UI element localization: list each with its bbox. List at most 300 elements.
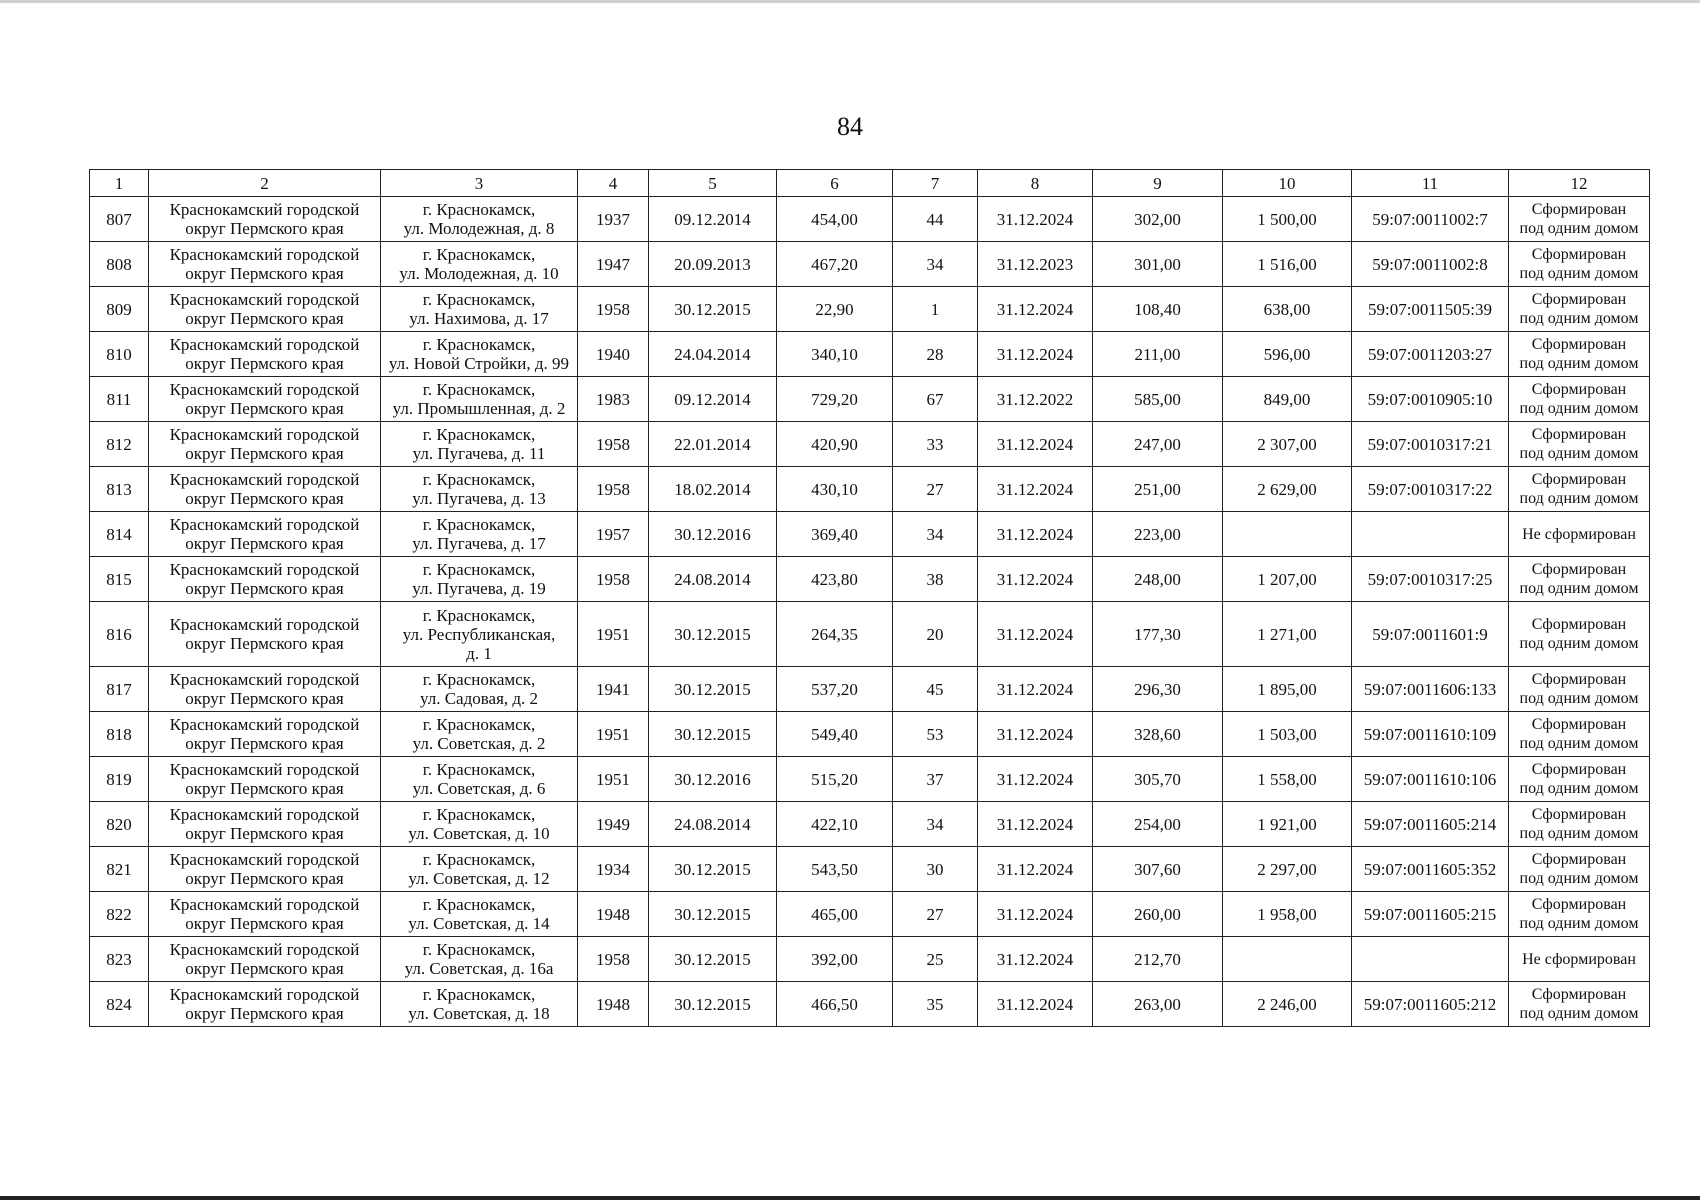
land-area-cell: 2 629,00 — [1223, 467, 1352, 512]
date-cell: 24.08.2014 — [649, 557, 777, 602]
address-cell — [381, 802, 578, 847]
address-line: г. Краснокамск, — [422, 470, 536, 489]
build-year-cell: 1948 — [578, 982, 649, 1027]
address-cell — [381, 287, 578, 332]
area-cell: 422,10 — [777, 802, 893, 847]
table-row — [90, 197, 1650, 242]
address-line: г. Краснокамск, — [422, 895, 536, 914]
municipality-line: округ Пермского края — [185, 309, 344, 328]
status-line: под одним домом — [1519, 735, 1639, 752]
municipality-line: округ Пермского края — [185, 534, 344, 553]
table-row — [90, 602, 1650, 667]
deadline-cell: 31.12.2024 — [978, 757, 1093, 802]
address-line: ул. Республиканская, — [402, 624, 556, 644]
address-line: ул. Промышленная, д. 2 — [392, 399, 566, 418]
status-cell — [1509, 667, 1650, 712]
status-cell — [1509, 422, 1650, 467]
living-area-cell: 260,00 — [1093, 892, 1223, 937]
build-year-cell: 1958 — [578, 422, 649, 467]
area-cell: 340,10 — [777, 332, 893, 377]
living-area-cell: 212,70 — [1093, 937, 1223, 982]
row-number-cell: 809 — [90, 287, 149, 332]
date-cell: 30.12.2015 — [649, 892, 777, 937]
address-line: г. Краснокамск, — [422, 940, 536, 959]
municipality-line: Краснокамский городской — [169, 560, 360, 579]
status-cell — [1509, 982, 1650, 1027]
column-header: 10 — [1223, 170, 1352, 197]
municipality-line: округ Пермского края — [185, 489, 344, 508]
housing-register-table — [89, 169, 1650, 1027]
count-cell: 35 — [893, 982, 978, 1027]
cadastral-number-cell: 59:07:0010317:25 — [1352, 557, 1509, 602]
address-line: ул. Пугачева, д. 17 — [412, 534, 546, 553]
date-cell: 30.12.2015 — [649, 937, 777, 982]
municipality-line: округ Пермского края — [185, 779, 344, 798]
table-row — [90, 667, 1650, 712]
count-cell: 67 — [893, 377, 978, 422]
municipality-line: округ Пермского края — [185, 869, 344, 888]
municipality-line: Краснокамский городской — [169, 200, 360, 219]
status-cell — [1509, 847, 1650, 892]
living-area-cell: 247,00 — [1093, 422, 1223, 467]
date-cell: 30.12.2016 — [649, 512, 777, 557]
status-line: под одним домом — [1519, 220, 1639, 237]
land-area-cell: 2 297,00 — [1223, 847, 1352, 892]
land-area-cell: 1 958,00 — [1223, 892, 1352, 937]
row-number-cell: 816 — [90, 602, 149, 667]
row-number-cell: 822 — [90, 892, 149, 937]
municipality-line: Краснокамский городской — [169, 290, 360, 309]
status-cell — [1509, 602, 1650, 667]
row-number-cell: 810 — [90, 332, 149, 377]
municipality-line: Краснокамский городской — [169, 805, 360, 824]
count-cell: 27 — [893, 892, 978, 937]
row-number-cell: 823 — [90, 937, 149, 982]
status-cell — [1509, 802, 1650, 847]
municipality-line: округ Пермского края — [185, 824, 344, 843]
deadline-cell: 31.12.2024 — [978, 667, 1093, 712]
living-area-cell: 302,00 — [1093, 197, 1223, 242]
build-year-cell: 1934 — [578, 847, 649, 892]
status-line: под одним домом — [1519, 355, 1639, 372]
count-cell: 44 — [893, 197, 978, 242]
land-area-cell: 1 503,00 — [1223, 712, 1352, 757]
municipality-cell — [149, 512, 381, 557]
date-cell: 24.08.2014 — [649, 802, 777, 847]
table-row — [90, 847, 1650, 892]
living-area-cell: 108,40 — [1093, 287, 1223, 332]
build-year-cell: 1958 — [578, 557, 649, 602]
municipality-line: округ Пермского края — [185, 914, 344, 933]
municipality-line: Краснокамский городской — [169, 850, 360, 869]
address-line: ул. Пугачева, д. 19 — [412, 579, 546, 598]
column-header: 9 — [1093, 170, 1223, 197]
build-year-cell: 1951 — [578, 757, 649, 802]
table-row — [90, 712, 1650, 757]
municipality-cell — [149, 847, 381, 892]
status-cell — [1509, 197, 1650, 242]
address-line: ул. Пугачева, д. 11 — [412, 444, 546, 463]
address-line: г. Краснокамск, — [422, 560, 536, 579]
land-area-cell: 1 895,00 — [1223, 667, 1352, 712]
status-cell — [1509, 937, 1650, 982]
row-number-cell: 817 — [90, 667, 149, 712]
address-cell — [381, 512, 578, 557]
status-line: Сформирован — [1531, 471, 1627, 488]
deadline-cell: 31.12.2024 — [978, 287, 1093, 332]
municipality-line: Краснокамский городской — [169, 715, 360, 734]
count-cell: 30 — [893, 847, 978, 892]
area-cell: 515,20 — [777, 757, 893, 802]
count-cell: 1 — [893, 287, 978, 332]
table-row — [90, 757, 1650, 802]
municipality-line: округ Пермского края — [185, 444, 344, 463]
municipality-line: Краснокамский городской — [169, 985, 360, 1004]
table-row — [90, 512, 1650, 557]
deadline-cell: 31.12.2024 — [978, 847, 1093, 892]
status-line: под одним домом — [1519, 1005, 1639, 1022]
cadastral-number-cell: 59:07:0011203:27 — [1352, 332, 1509, 377]
column-header: 12 — [1509, 170, 1650, 197]
address-line: ул. Советская, д. 2 — [412, 734, 546, 753]
row-number-cell: 820 — [90, 802, 149, 847]
living-area-cell: 328,60 — [1093, 712, 1223, 757]
column-header: 4 — [578, 170, 649, 197]
status-line: Сформирован — [1531, 761, 1627, 778]
land-area-cell: 1 500,00 — [1223, 197, 1352, 242]
row-number-cell: 814 — [90, 512, 149, 557]
municipality-line: округ Пермского края — [185, 634, 344, 653]
land-area-cell — [1223, 512, 1352, 557]
row-number-cell: 824 — [90, 982, 149, 1027]
deadline-cell: 31.12.2024 — [978, 802, 1093, 847]
land-area-cell: 849,00 — [1223, 377, 1352, 422]
count-cell: 45 — [893, 667, 978, 712]
cadastral-number-cell: 59:07:0011610:109 — [1352, 712, 1509, 757]
municipality-cell — [149, 422, 381, 467]
municipality-line: округ Пермского края — [185, 219, 344, 238]
status-line: под одним домом — [1519, 915, 1639, 932]
municipality-cell — [149, 712, 381, 757]
address-line: ул. Советская, д. 10 — [408, 824, 550, 843]
status-line: Сформирован — [1531, 561, 1627, 578]
cadastral-number-cell: 59:07:0011002:7 — [1352, 197, 1509, 242]
status-line: под одним домом — [1519, 580, 1639, 597]
living-area-cell: 307,60 — [1093, 847, 1223, 892]
area-cell: 467,20 — [777, 242, 893, 287]
municipality-line: Краснокамский городской — [169, 335, 360, 354]
table-row — [90, 287, 1650, 332]
build-year-cell: 1947 — [578, 242, 649, 287]
build-year-cell: 1951 — [578, 712, 649, 757]
status-line: под одним домом — [1519, 635, 1639, 652]
status-line: под одним домом — [1519, 310, 1639, 327]
deadline-cell: 31.12.2024 — [978, 512, 1093, 557]
count-cell: 28 — [893, 332, 978, 377]
municipality-cell — [149, 332, 381, 377]
table-row — [90, 802, 1650, 847]
status-line: под одним домом — [1519, 265, 1639, 282]
status-cell — [1509, 467, 1650, 512]
cadastral-number-cell — [1352, 937, 1509, 982]
table-row — [90, 557, 1650, 602]
row-number-cell: 812 — [90, 422, 149, 467]
cadastral-number-cell: 59:07:0011610:106 — [1352, 757, 1509, 802]
date-cell: 20.09.2013 — [649, 242, 777, 287]
municipality-line: округ Пермского края — [185, 734, 344, 753]
address-line: г. Краснокамск, — [422, 605, 536, 625]
status-line: Сформирован — [1531, 716, 1627, 733]
table-row — [90, 937, 1650, 982]
build-year-cell: 1949 — [578, 802, 649, 847]
address-cell — [381, 377, 578, 422]
land-area-cell: 1 921,00 — [1223, 802, 1352, 847]
row-number-cell: 818 — [90, 712, 149, 757]
row-number-cell: 808 — [90, 242, 149, 287]
count-cell: 27 — [893, 467, 978, 512]
area-cell: 729,20 — [777, 377, 893, 422]
municipality-line: Краснокамский городской — [169, 425, 360, 444]
count-cell: 38 — [893, 557, 978, 602]
status-line: под одним домом — [1519, 870, 1639, 887]
land-area-cell: 596,00 — [1223, 332, 1352, 377]
municipality-line: округ Пермского края — [185, 1004, 344, 1023]
status-line: под одним домом — [1519, 490, 1639, 507]
address-line: г. Краснокамск, — [422, 290, 536, 309]
address-line: г. Краснокамск, — [422, 805, 536, 824]
address-cell — [381, 197, 578, 242]
municipality-cell — [149, 602, 381, 667]
build-year-cell: 1940 — [578, 332, 649, 377]
address-cell — [381, 242, 578, 287]
column-header: 8 — [978, 170, 1093, 197]
area-cell: 549,40 — [777, 712, 893, 757]
deadline-cell: 31.12.2024 — [978, 712, 1093, 757]
cadastral-number-cell: 59:07:0011605:212 — [1352, 982, 1509, 1027]
table-row — [90, 982, 1650, 1027]
municipality-cell — [149, 757, 381, 802]
cadastral-number-cell: 59:07:0011002:8 — [1352, 242, 1509, 287]
deadline-cell: 31.12.2024 — [978, 332, 1093, 377]
living-area-cell: 296,30 — [1093, 667, 1223, 712]
area-cell: 543,50 — [777, 847, 893, 892]
municipality-line: округ Пермского края — [185, 579, 344, 598]
area-cell: 423,80 — [777, 557, 893, 602]
living-area-cell: 251,00 — [1093, 467, 1223, 512]
cadastral-number-cell: 59:07:0011605:352 — [1352, 847, 1509, 892]
date-cell: 30.12.2015 — [649, 667, 777, 712]
address-cell — [381, 847, 578, 892]
municipality-cell — [149, 287, 381, 332]
address-cell — [381, 332, 578, 377]
count-cell: 25 — [893, 937, 978, 982]
municipality-cell — [149, 377, 381, 422]
municipality-line: Краснокамский городской — [169, 670, 360, 689]
municipality-cell — [149, 197, 381, 242]
living-area-cell: 254,00 — [1093, 802, 1223, 847]
living-area-cell: 301,00 — [1093, 242, 1223, 287]
municipality-cell — [149, 982, 381, 1027]
address-line: г. Краснокамск, — [422, 850, 536, 869]
table-row — [90, 422, 1650, 467]
status-line: Сформирован — [1531, 806, 1627, 823]
build-year-cell: 1941 — [578, 667, 649, 712]
living-area-cell: 211,00 — [1093, 332, 1223, 377]
address-cell — [381, 467, 578, 512]
date-cell: 24.04.2014 — [649, 332, 777, 377]
area-cell: 465,00 — [777, 892, 893, 937]
land-area-cell: 2 307,00 — [1223, 422, 1352, 467]
status-cell — [1509, 892, 1650, 937]
deadline-cell: 31.12.2024 — [978, 197, 1093, 242]
address-line: г. Краснокамск, — [422, 760, 536, 779]
scan-edge-top — [0, 0, 1700, 3]
living-area-cell: 585,00 — [1093, 377, 1223, 422]
cadastral-number-cell: 59:07:0011605:214 — [1352, 802, 1509, 847]
address-cell — [381, 712, 578, 757]
address-cell — [381, 937, 578, 982]
date-cell: 30.12.2015 — [649, 602, 777, 667]
status-cell — [1509, 242, 1650, 287]
status-line: Сформирован — [1531, 851, 1627, 868]
land-area-cell: 1 516,00 — [1223, 242, 1352, 287]
municipality-line: Краснокамский городской — [169, 245, 360, 264]
deadline-cell: 31.12.2024 — [978, 602, 1093, 667]
date-cell: 22.01.2014 — [649, 422, 777, 467]
table-body — [90, 197, 1650, 1027]
municipality-cell — [149, 937, 381, 982]
address-line: г. Краснокамск, — [422, 425, 536, 444]
date-cell: 30.12.2015 — [649, 712, 777, 757]
status-line: Сформирован — [1531, 616, 1627, 633]
table-row — [90, 377, 1650, 422]
address-cell — [381, 757, 578, 802]
table-row — [90, 892, 1650, 937]
date-cell: 30.12.2016 — [649, 757, 777, 802]
status-line: Сформирован — [1531, 381, 1627, 398]
deadline-cell: 31.12.2023 — [978, 242, 1093, 287]
address-line: г. Краснокамск, — [422, 200, 536, 219]
column-header: 6 — [777, 170, 893, 197]
municipality-line: Краснокамский городской — [169, 760, 360, 779]
status-line: Не сформирован — [1522, 525, 1636, 543]
land-area-cell — [1223, 937, 1352, 982]
address-line: ул. Нахимова, д. 17 — [409, 309, 549, 328]
status-cell — [1509, 557, 1650, 602]
date-cell: 30.12.2015 — [649, 982, 777, 1027]
land-area-cell: 1 271,00 — [1223, 602, 1352, 667]
row-number-cell: 807 — [90, 197, 149, 242]
row-number-cell: 815 — [90, 557, 149, 602]
status-line: под одним домом — [1519, 780, 1639, 797]
status-line: Сформирован — [1531, 986, 1627, 1003]
status-line: Сформирован — [1531, 291, 1627, 308]
area-cell: 466,50 — [777, 982, 893, 1027]
date-cell: 30.12.2015 — [649, 847, 777, 892]
status-line: под одним домом — [1519, 690, 1639, 707]
living-area-cell: 263,00 — [1093, 982, 1223, 1027]
municipality-cell — [149, 802, 381, 847]
municipality-cell — [149, 667, 381, 712]
cadastral-number-cell: 59:07:0011505:39 — [1352, 287, 1509, 332]
deadline-cell: 31.12.2024 — [978, 982, 1093, 1027]
row-number-cell: 819 — [90, 757, 149, 802]
row-number-cell: 821 — [90, 847, 149, 892]
deadline-cell: 31.12.2024 — [978, 422, 1093, 467]
count-cell: 34 — [893, 242, 978, 287]
address-line: ул. Советская, д. 14 — [408, 914, 550, 933]
build-year-cell: 1958 — [578, 467, 649, 512]
status-cell — [1509, 287, 1650, 332]
cadastral-number-cell: 59:07:0010317:22 — [1352, 467, 1509, 512]
area-cell: 369,40 — [777, 512, 893, 557]
address-line: ул. Советская, д. 16а — [404, 959, 554, 978]
address-line: ул. Новой Стройки, д. 99 — [388, 354, 570, 373]
status-line: Сформирован — [1531, 896, 1627, 913]
area-cell: 420,90 — [777, 422, 893, 467]
status-cell — [1509, 712, 1650, 757]
count-cell: 34 — [893, 512, 978, 557]
municipality-line: Краснокамский городской — [169, 940, 360, 959]
cadastral-number-cell: 59:07:0011606:133 — [1352, 667, 1509, 712]
cadastral-number-cell — [1352, 512, 1509, 557]
address-line: ул. Пугачева, д. 13 — [412, 489, 546, 508]
table-row — [90, 332, 1650, 377]
column-header: 7 — [893, 170, 978, 197]
row-number-cell: 811 — [90, 377, 149, 422]
municipality-cell — [149, 557, 381, 602]
area-cell: 537,20 — [777, 667, 893, 712]
status-line: Сформирован — [1531, 671, 1627, 688]
count-cell: 37 — [893, 757, 978, 802]
row-number-cell: 813 — [90, 467, 149, 512]
scan-edge-bottom — [0, 1196, 1700, 1200]
status-line: под одним домом — [1519, 400, 1639, 417]
date-cell: 09.12.2014 — [649, 197, 777, 242]
build-year-cell: 1958 — [578, 287, 649, 332]
address-cell — [381, 982, 578, 1027]
municipality-line: округ Пермского края — [185, 959, 344, 978]
date-cell: 09.12.2014 — [649, 377, 777, 422]
status-line: Сформирован — [1531, 426, 1627, 443]
municipality-line: Краснокамский городской — [169, 895, 360, 914]
status-cell — [1509, 512, 1650, 557]
date-cell: 30.12.2015 — [649, 287, 777, 332]
cadastral-number-cell: 59:07:0010317:21 — [1352, 422, 1509, 467]
municipality-line: округ Пермского края — [185, 399, 344, 418]
municipality-line: округ Пермского края — [185, 264, 344, 283]
land-area-cell: 2 246,00 — [1223, 982, 1352, 1027]
address-line: ул. Садовая, д. 2 — [419, 689, 539, 708]
column-header: 11 — [1352, 170, 1509, 197]
deadline-cell: 31.12.2024 — [978, 937, 1093, 982]
address-line: д. 1 — [466, 643, 492, 663]
table-row — [90, 242, 1650, 287]
municipality-line: Краснокамский городской — [169, 615, 360, 634]
municipality-line: округ Пермского края — [185, 354, 344, 373]
column-header: 5 — [649, 170, 777, 197]
cadastral-number-cell: 59:07:0011601:9 — [1352, 602, 1509, 667]
count-cell: 53 — [893, 712, 978, 757]
municipality-line: Краснокамский городской — [169, 515, 360, 534]
date-cell: 18.02.2014 — [649, 467, 777, 512]
build-year-cell: 1937 — [578, 197, 649, 242]
municipality-line: Краснокамский городской — [169, 470, 360, 489]
column-header: 2 — [149, 170, 381, 197]
table-row — [90, 467, 1650, 512]
address-cell — [381, 557, 578, 602]
page-number: 84 — [837, 112, 863, 141]
